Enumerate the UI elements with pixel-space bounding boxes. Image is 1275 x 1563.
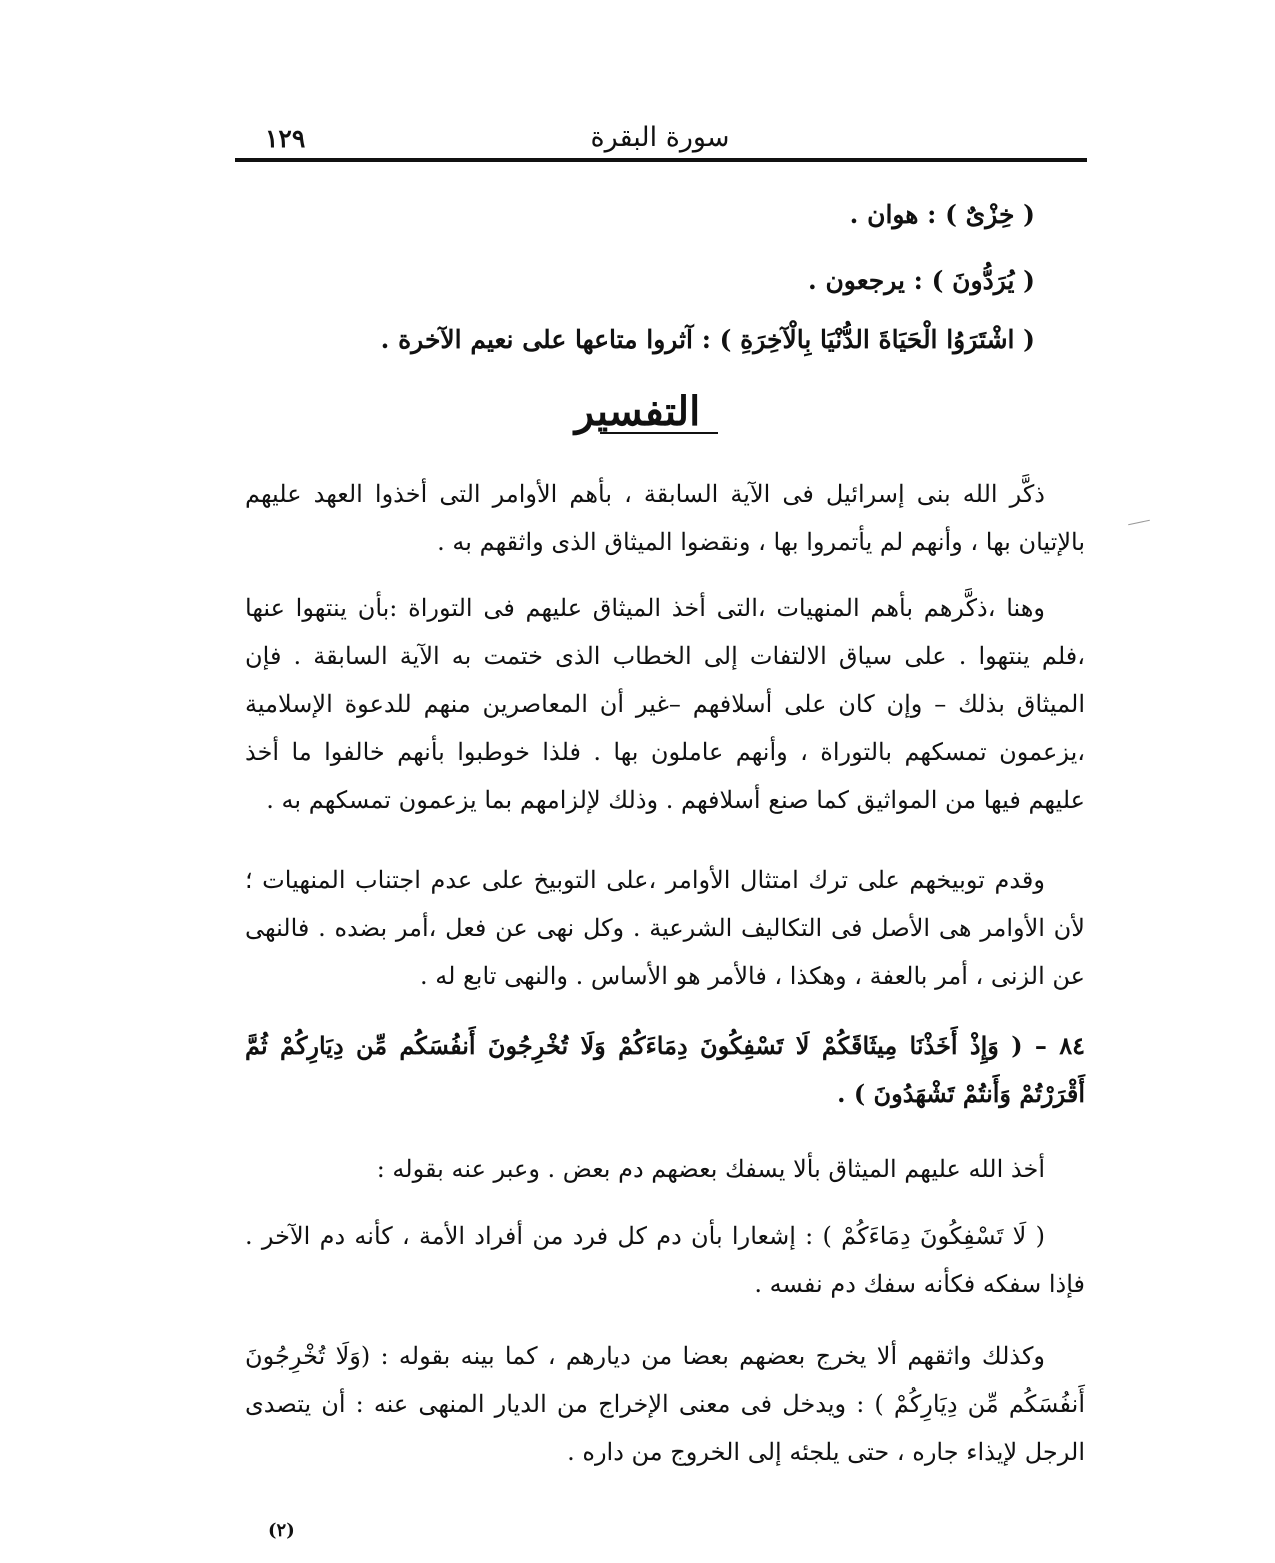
scan-artifact <box>1128 520 1150 526</box>
surah-title: سورة البقرة <box>590 122 730 153</box>
paragraph: ذكَّر الله بنى إسرائيل فى الآية السابقة ، بأهم الأوامر التى أخذوا العهد عليهم بالإتيان بها ، وأنهم لم يأتمروا بها ، ونقضوا الميثاق الذى واثقهم به . <box>245 480 1085 556</box>
paragraph: وقدم توبيخهم على ترك امتثال الأوامر ،على التوبيخ على عدم اجتناب المنهيات ؛ لأن الأوامر هى الأصل فى التكاليف الشرعية . وكل نهى عن فعل ،أمر بضده . فالنهى عن الزنى ، أمر بالعفة ، وهكذا ، فالأمر هو الأساس . والنهى تابع له . <box>245 866 1085 990</box>
heading-underline <box>600 432 718 434</box>
verse-84: ٨٤ – ( وَإِذْ أَخَذْنَا مِيثَاقَكُمْ لَا تَسْفِكُونَ دِمَاءَكُمْ وَلَا تُخْرِجُونَ أَنفُسَكُم مِّن دِيَارِكُمْ ثُمَّ أَقْرَرْتُمْ وَأَنتُمْ تَشْهَدُونَ ) . <box>245 1031 1085 1108</box>
paragraph: ( لَا تَسْفِكُونَ دِمَاءَكُمْ ) : إشعارا بأن دم كل فرد من أفراد الأمة ، كأنه دم الآخر . فإذا سفكه فكأنه سفك دم نفسه . <box>245 1222 1085 1298</box>
paragraph: وهنا ،ذكَّرهم بأهم المنهيات ،التى أخذ الميثاق عليهم فى التوراة :بأن ينتهوا عنها ،فلم ينتهوا . على سياق الالتفات إلى الخطاب الذى ختمت به الآية السابقة . فإن الميثاق بذلك – وإن كان على أسلافهم –غير أن المعاصرين منهم للدعوة الإسلامية ،يزعمون تمسكهم بالتوراة ، وأنهم عاملون بها . فلذا خوطبوا بأنهم خالفوا ما أخذ عليهم فيها من المواثيق كما صنع أسلافهم . وذلك لإلزامهم بما يزعمون تمسكهم به . <box>245 594 1085 814</box>
header-divider <box>235 158 1087 162</box>
vocab-entry: ( يُرَدُّونَ ) : يرجعون . <box>808 266 1035 295</box>
vocab-entry: ( اشْتَرَوُا الْحَيَاةَ الدُّنْيَا بِالْآخِرَةِ ) : آثروا متاعها على نعيم الآخرة . <box>380 325 1035 354</box>
paragraph: أخذ الله عليهم الميثاق بألا يسفك بعضهم دم بعض . وعبر عنه بقوله : <box>376 1155 1045 1183</box>
section-heading: التفسير <box>574 388 701 435</box>
page-header <box>235 118 1085 158</box>
vocab-entry: ( خِزْىٌ ) : هوان . <box>849 200 1035 229</box>
page-number: ١٢٩ <box>265 124 306 153</box>
paragraph: وكذلك واثقهم ألا يخرج بعضهم بعضا من ديارهم ، كما بينه بقوله : (وَلَا تُخْرِجُونَ أَنفُسَكُم مِّن دِيَارِكُمْ ) : ويدخل فى معنى الإخراج من الديار المنهى عنه : أن يتصدى الرجل لإيذاء جاره ، حتى يلجئه إلى الخروج من داره . <box>245 1342 1085 1466</box>
footer-signature-mark: (٢) <box>268 1520 295 1541</box>
